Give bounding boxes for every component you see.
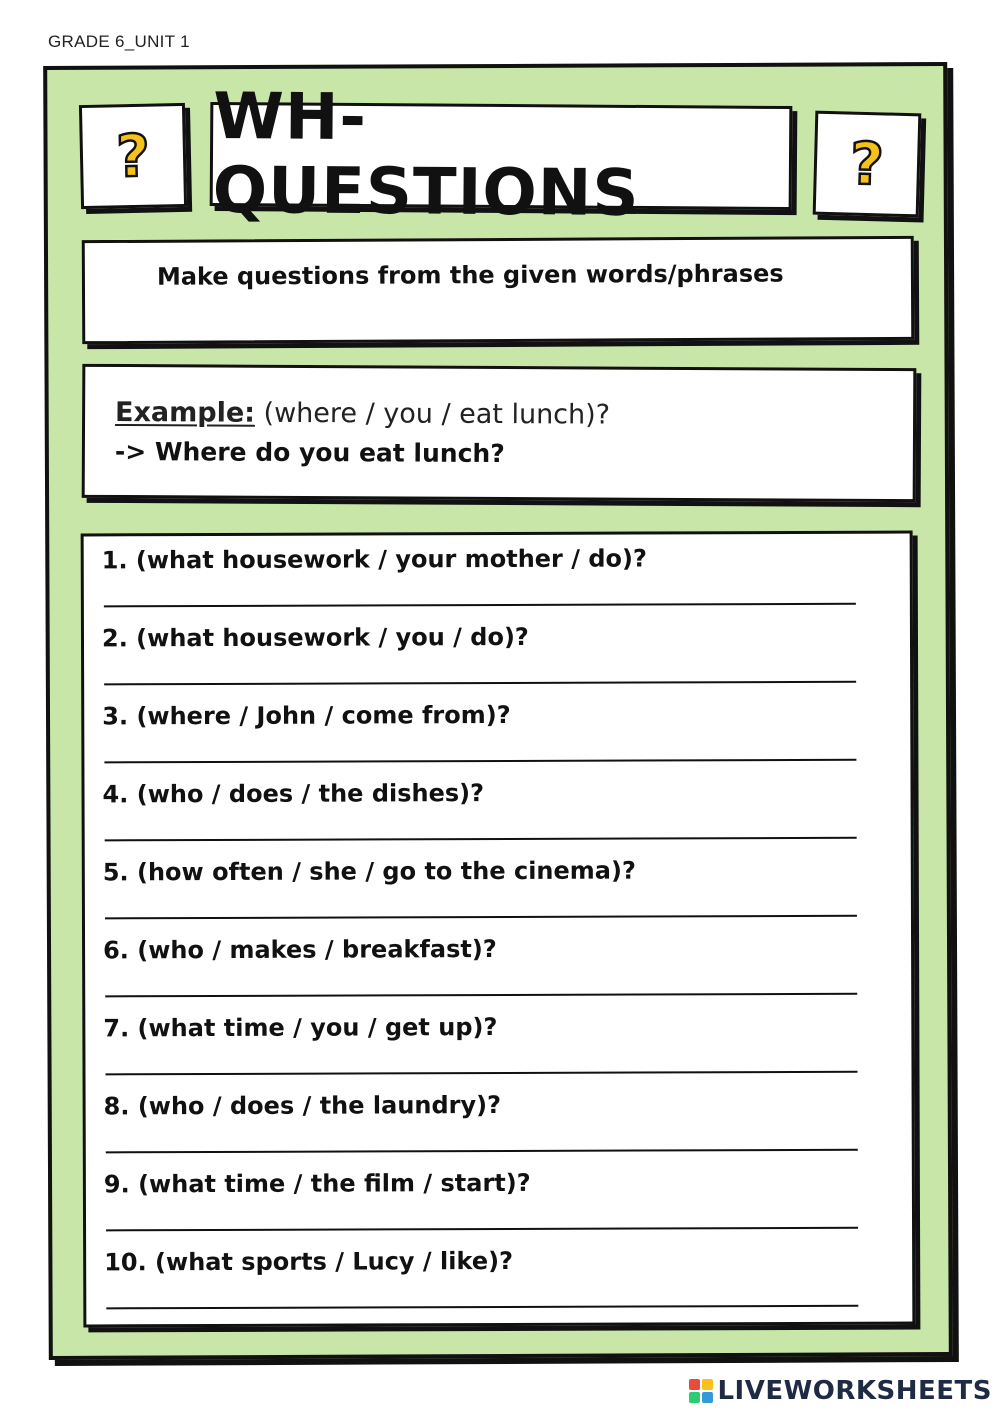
example-card: [82, 364, 917, 502]
answer-line[interactable]: [104, 681, 856, 686]
question-item: [103, 1008, 857, 1089]
question-mark-card-left: [79, 103, 187, 209]
liveworksheets-logo-icon: [689, 1379, 713, 1403]
example-prompt: (where / you / eat lunch)?: [254, 397, 611, 431]
question-text: 8. (who / does / the laundry)?: [103, 1090, 502, 1121]
question-mark-card-right: [813, 111, 922, 218]
example-label: Example:: [115, 396, 256, 429]
question-item: [102, 696, 856, 777]
answer-line[interactable]: [106, 1305, 858, 1310]
answer-line[interactable]: [106, 1227, 858, 1232]
question-item: [102, 618, 856, 699]
question-item: [104, 1242, 858, 1323]
question-mark-icon: ?: [115, 121, 151, 191]
brand-text: LIVEWORKSHEETS: [717, 1376, 992, 1406]
title-card: [210, 79, 793, 231]
question-item: [104, 1164, 858, 1245]
answer-line[interactable]: [106, 1149, 858, 1154]
page-title: WH-QUESTIONS: [212, 79, 640, 231]
questions-card: [81, 531, 916, 1328]
question-text: 4. (who / does / the dishes)?: [102, 779, 485, 809]
logo-square-icon: [689, 1379, 700, 1390]
question-text: 10. (what sports / Lucy / like)?: [104, 1246, 514, 1277]
question-text: 1. (what housework / your mother / do)?: [101, 544, 647, 575]
question-item: [104, 1086, 858, 1167]
question-text: 5. (how often / she / go to the cinema)?: [102, 856, 636, 887]
logo-square-icon: [689, 1392, 700, 1403]
question-text: 2. (what housework / you / do)?: [101, 622, 529, 653]
question-text: 7. (what time / you / get up)?: [103, 1013, 498, 1043]
answer-line[interactable]: [104, 603, 856, 608]
instruction-text: Make questions from the given words/phrases: [156, 259, 784, 291]
question-text: 6. (who / makes / breakfast)?: [103, 935, 497, 965]
answer-line[interactable]: [105, 993, 857, 998]
question-list: [102, 540, 859, 1323]
question-item: [102, 540, 856, 621]
question-text: 3. (where / John / come from)?: [102, 700, 511, 731]
answer-line[interactable]: [104, 759, 856, 764]
example-prompt-line: [115, 397, 610, 431]
question-item: [103, 930, 857, 1011]
answer-line[interactable]: [105, 915, 857, 920]
answer-line[interactable]: [105, 837, 857, 842]
question-mark-icon: ?: [849, 129, 885, 199]
question-item: [102, 774, 856, 855]
logo-square-icon: [702, 1379, 713, 1390]
example-answer: -> Where do you eat lunch?: [114, 436, 505, 469]
instruction-card: [82, 236, 915, 344]
liveworksheets-brand[interactable]: [689, 1376, 992, 1406]
answer-line[interactable]: [106, 1071, 858, 1076]
question-text: 9. (what time / the film / start)?: [103, 1168, 531, 1199]
grade-label: GRADE 6_UNIT 1: [48, 32, 190, 51]
question-item: [103, 852, 857, 933]
logo-square-icon: [702, 1392, 713, 1403]
